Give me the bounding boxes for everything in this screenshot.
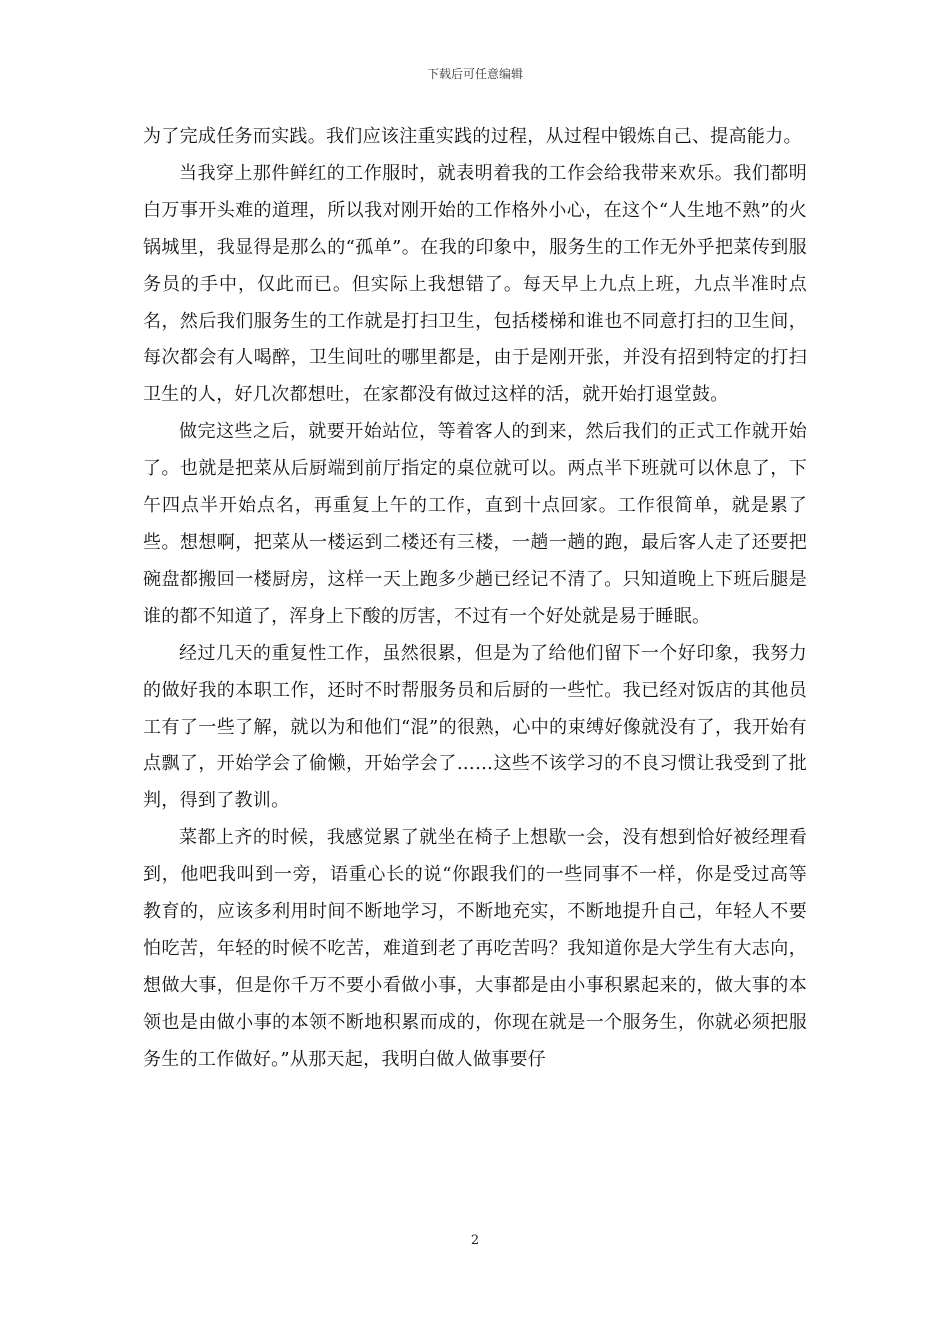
paragraph: 做完这些之后，就要开始站位，等着客人的到来，然后我们的正式工作就开始了。也就是把菜从后厨端到前厅指定的桌位就可以。两点半下班就可以休息了，下午四点半开始点名，再重复上午的工作，直到十点回家。工作很简单，就是累了些。想想啊，把菜从一楼运到二楼还有三楼，一趟一趟的跑，最后客人走了还要把碗盘都搬回一楼厨房，这样一天上跑多少趟已经记不清了。只知道晚上下班后腿是谁的都不知道了，浑身上下酸的厉害，不过有一个好处就是易于睡眠。	[143, 421, 807, 627]
paragraph: 当我穿上那件鲜红的工作服时，就表明着我的工作会给我带来欢乐。我们都明白万事开头难的道理，所以我对刚开始的工作格外小心，在这个“人生地不熟”的火锅城里，我显得是那么的“孤单”。在我的印象中，服务生的工作无外乎把菜传到服务员的手中，仅此而已。但实际上我想错了。每天早上九点上班，九点半准时点名，然后我们服务生的工作就是打扫卫生，包括楼梯和谁也不同意打扫的卫生间，每次都会有人喝醉，卫生间吐的哪里都是，由于是刚开张，并没有招到特定的打扫卫生的人，好几次都想吐，在家都没有做过这样的活，就开始打退堂鼓。	[143, 162, 807, 406]
document-body	[143, 119, 807, 1079]
paragraph: 菜都上齐的时候，我感觉累了就坐在椅子上想歇一会，没有想到恰好被经理看到，他吧我叫到一旁，语重心长的说“你跟我们的一些同事不一样，你是受过高等教育的，应该多利用时间不断地学习，不断地充实，不断地提升自己，年轻人不要怕吃苦，年轻的时候不吃苦，难道到老了再吃苦吗？我知道你是大学生有大志向，想做大事，但是你千万不要小看做小事，大事都是由小事积累起来的，做大事的本领也是由做小事的本领不断地积累而成的，你现在就是一个服务生，你就必须把服务生的工作做好。”从那天起，我明白做人做事要仔	[143, 827, 807, 1070]
paragraph-continuation: 为了完成任务而实践。我们应该注重实践的过程，从过程中锻炼自己、提高能力。	[143, 126, 802, 147]
paragraph: 经过几天的重复性工作，虽然很累，但是为了给他们留下一个好印象，我努力的做好我的本职工作，还时不时帮服务员和后厨的一些忙。我已经对饭店的其他员工有了一些了解，就以为和他们“混”的很熟，心中的束缚好像就没有了，我开始有点飘了，开始学会了偷懒，开始学会了……这些不该学习的不良习惯让我受到了批判，得到了教训。	[143, 642, 807, 812]
page-number: 2	[470, 1233, 480, 1248]
page-header: 下载后可任意编辑	[426, 67, 523, 81]
